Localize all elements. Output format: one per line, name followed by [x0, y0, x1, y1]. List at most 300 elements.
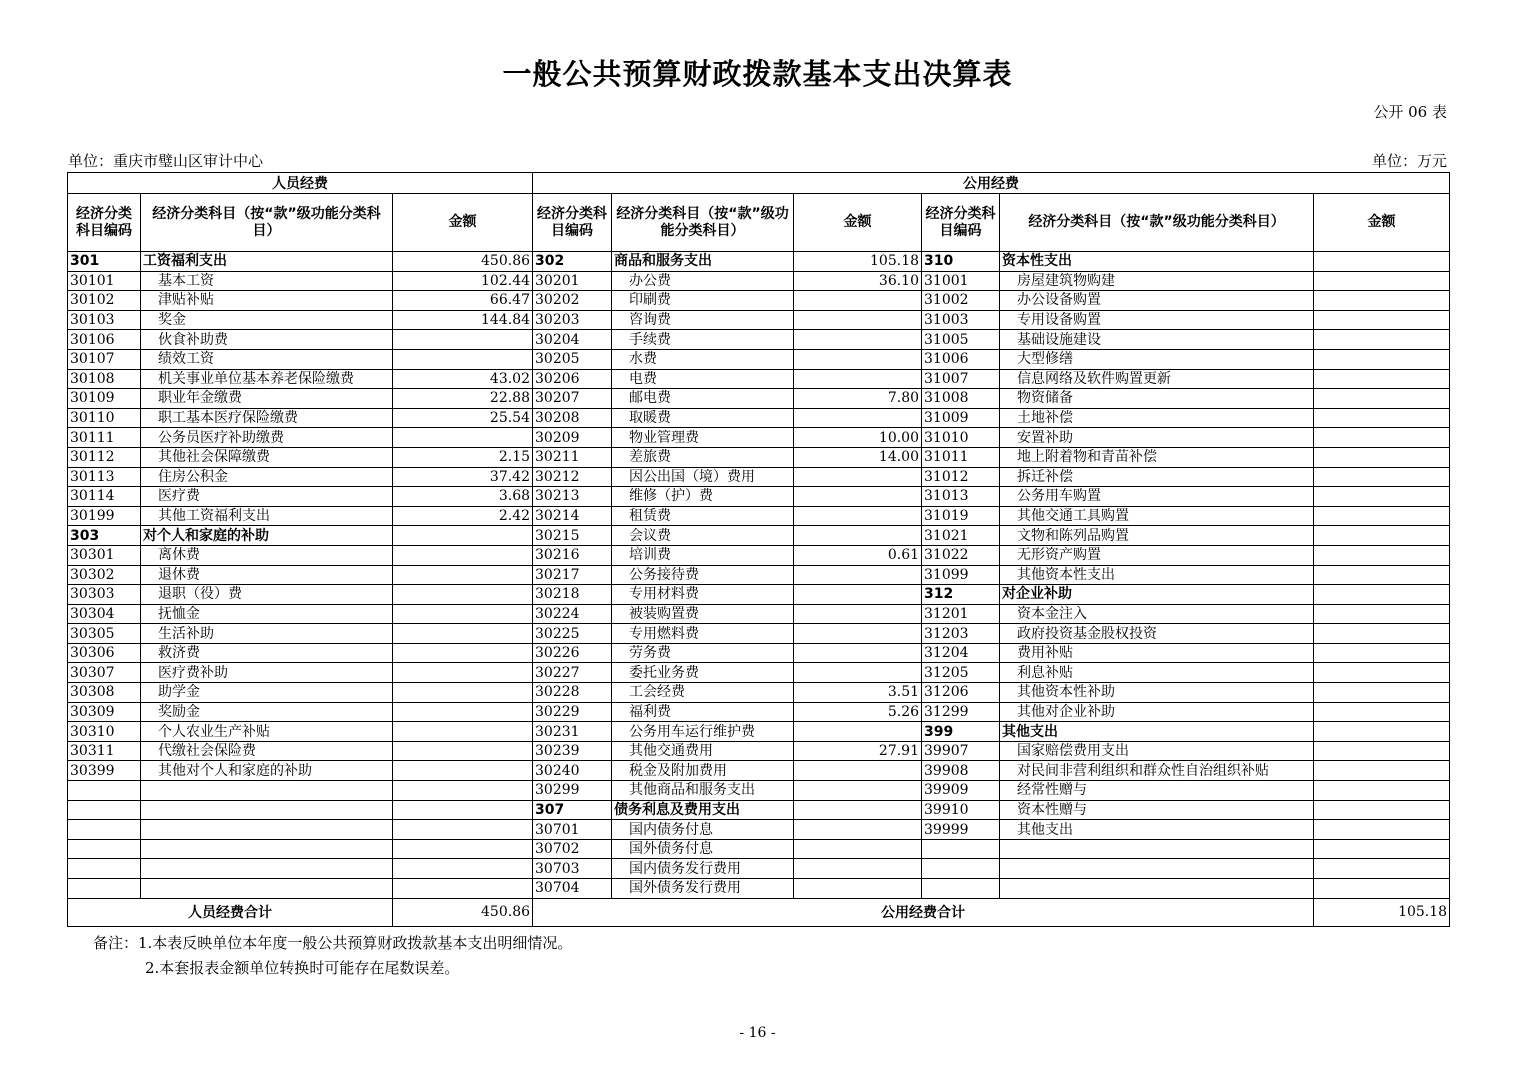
code-cell: 31013 [922, 487, 1000, 507]
amount-cell [1314, 428, 1450, 448]
name-cell [141, 839, 393, 859]
code-cell [922, 879, 1000, 899]
amount-cell [393, 800, 533, 820]
table-row [68, 761, 1450, 781]
code-header: 经济分类科目编码 [533, 194, 612, 252]
code-cell [68, 859, 141, 879]
code-cell: 30231 [533, 722, 612, 742]
table-row [68, 565, 1450, 585]
table-row [68, 330, 1450, 350]
code-cell: 39908 [922, 761, 1000, 781]
table-row [68, 545, 1450, 565]
name-cell: 土地补偿 [1000, 408, 1314, 428]
amount-cell [393, 330, 533, 350]
table-row [68, 604, 1450, 624]
table-row [68, 683, 1450, 703]
code-cell: 30305 [68, 624, 141, 644]
amount-cell [794, 879, 922, 899]
amount-cell [1314, 663, 1450, 683]
amount-cell: 144.84 [393, 310, 533, 330]
amount-cell [393, 859, 533, 879]
code-cell: 31203 [922, 624, 1000, 644]
code-cell: 30107 [68, 349, 141, 369]
amount-cell [1314, 781, 1450, 801]
code-cell: 30227 [533, 663, 612, 683]
amount-cell [794, 369, 922, 389]
name-cell [141, 800, 393, 820]
amount-cell [1314, 604, 1450, 624]
code-cell: 30306 [68, 643, 141, 663]
amount-cell [393, 839, 533, 859]
name-cell: 公务接待费 [612, 565, 794, 585]
amount-cell [1314, 879, 1450, 899]
amount-cell [1314, 683, 1450, 703]
amount-cell [1314, 408, 1450, 428]
code-cell: 30217 [533, 565, 612, 585]
name-cell: 租赁费 [612, 506, 794, 526]
name-cell: 福利费 [612, 702, 794, 722]
name-cell [1000, 839, 1314, 859]
amount-cell [794, 820, 922, 840]
unit-currency: 单位：万元 [1371, 152, 1447, 170]
table-row [68, 389, 1450, 409]
code-header: 经济分类科目编码 [68, 194, 141, 252]
code-cell: 31006 [922, 349, 1000, 369]
table-row [68, 722, 1450, 742]
table-row [68, 487, 1450, 507]
name-cell: 住房公积金 [141, 467, 393, 487]
amount-cell [1314, 839, 1450, 859]
name-cell: 其他社会保障缴费 [141, 447, 393, 467]
code-cell: 30106 [68, 330, 141, 350]
table-row [68, 271, 1450, 291]
amount-cell [393, 741, 533, 761]
name-cell: 培训费 [612, 545, 794, 565]
code-cell: 31204 [922, 643, 1000, 663]
code-cell: 30225 [533, 624, 612, 644]
name-cell: 伙食补助费 [141, 330, 393, 350]
name-cell: 国外债务发行费用 [612, 879, 794, 899]
code-cell: 30228 [533, 683, 612, 703]
amount-cell [1314, 565, 1450, 585]
name-cell: 拆迁补偿 [1000, 467, 1314, 487]
amount-cell [1314, 643, 1450, 663]
amount-cell [794, 349, 922, 369]
name-cell: 退休费 [141, 565, 393, 585]
amount-cell: 22.88 [393, 389, 533, 409]
amount-cell [1314, 330, 1450, 350]
amount-cell: 36.10 [794, 271, 922, 291]
code-cell: 31201 [922, 604, 1000, 624]
table-row [68, 781, 1450, 801]
amount-cell [1314, 820, 1450, 840]
code-cell: 30308 [68, 683, 141, 703]
public-total-value: 105.18 [1314, 898, 1450, 926]
amount-cell: 3.51 [794, 683, 922, 703]
name-cell: 安置补助 [1000, 428, 1314, 448]
code-cell: 39999 [922, 820, 1000, 840]
amount-cell [1314, 545, 1450, 565]
table-row [68, 879, 1450, 899]
amount-cell [794, 643, 922, 663]
code-cell: 31002 [922, 291, 1000, 311]
amount-cell [393, 604, 533, 624]
amount-header: 金额 [393, 194, 533, 252]
amount-cell [393, 761, 533, 781]
code-cell: 30207 [533, 389, 612, 409]
name-cell: 其他工资福利支出 [141, 506, 393, 526]
name-header: 经济分类科目（按“款”级功能分类科目） [612, 194, 794, 252]
name-cell: 文物和陈列品购置 [1000, 526, 1314, 546]
amount-cell [1314, 702, 1450, 722]
name-cell: 委托业务费 [612, 663, 794, 683]
table-row [68, 839, 1450, 859]
amount-cell [393, 643, 533, 663]
code-cell: 30399 [68, 761, 141, 781]
amount-cell: 5.26 [794, 702, 922, 722]
code-cell: 30240 [533, 761, 612, 781]
code-cell: 31019 [922, 506, 1000, 526]
table-row [68, 310, 1450, 330]
code-cell: 30108 [68, 369, 141, 389]
table-row [68, 820, 1450, 840]
table-row [68, 624, 1450, 644]
name-cell: 专用材料费 [612, 585, 794, 605]
code-cell: 30310 [68, 722, 141, 742]
name-cell: 职业年金缴费 [141, 389, 393, 409]
amount-cell [393, 428, 533, 448]
name-cell: 邮电费 [612, 389, 794, 409]
name-cell: 维修（护）费 [612, 487, 794, 507]
name-cell: 国外债务付息 [612, 839, 794, 859]
table-number: 公开 06 表 [1373, 103, 1447, 121]
name-cell: 手续费 [612, 330, 794, 350]
name-cell [1000, 859, 1314, 879]
amount-cell [393, 879, 533, 899]
name-cell [141, 879, 393, 899]
name-cell: 对个人和家庭的补助 [141, 526, 393, 546]
code-cell: 31003 [922, 310, 1000, 330]
name-cell: 公务员医疗补助缴费 [141, 428, 393, 448]
table-row [68, 369, 1450, 389]
code-cell: 31005 [922, 330, 1000, 350]
name-header: 经济分类科目（按“款”级功能分类科目） [141, 194, 393, 252]
name-cell: 离休费 [141, 545, 393, 565]
code-cell [922, 859, 1000, 879]
name-cell: 办公费 [612, 271, 794, 291]
table-row [68, 585, 1450, 605]
code-cell: 30209 [533, 428, 612, 448]
code-cell: 312 [922, 585, 1000, 605]
name-cell: 其他支出 [1000, 820, 1314, 840]
public-total-label: 公用经费合计 [533, 898, 1314, 926]
code-cell: 30211 [533, 447, 612, 467]
code-cell [68, 879, 141, 899]
name-cell: 取暖费 [612, 408, 794, 428]
code-cell: 31099 [922, 565, 1000, 585]
amount-cell: 450.86 [393, 252, 533, 272]
amount-cell [1314, 526, 1450, 546]
code-cell: 31007 [922, 369, 1000, 389]
amount-cell [393, 683, 533, 703]
name-cell: 公务用车购置 [1000, 487, 1314, 507]
amount-cell: 37.42 [393, 467, 533, 487]
name-cell: 会议费 [612, 526, 794, 546]
name-cell: 印刷费 [612, 291, 794, 311]
name-cell: 国家赔偿费用支出 [1000, 741, 1314, 761]
amount-cell: 2.42 [393, 506, 533, 526]
name-cell: 专用设备购置 [1000, 310, 1314, 330]
amount-cell [393, 585, 533, 605]
name-cell: 信息网络及软件购置更新 [1000, 369, 1314, 389]
name-cell: 大型修缮 [1000, 349, 1314, 369]
table-row [68, 741, 1450, 761]
notes [93, 931, 572, 981]
amount-cell [794, 565, 922, 585]
amount-cell: 105.18 [794, 252, 922, 272]
code-cell [68, 820, 141, 840]
amount-cell [794, 585, 922, 605]
expenditure-table [67, 172, 1450, 927]
amount-cell [1314, 487, 1450, 507]
code-cell: 31010 [922, 428, 1000, 448]
name-cell: 资本性支出 [1000, 252, 1314, 272]
amount-cell [1314, 722, 1450, 742]
amount-cell [794, 761, 922, 781]
code-cell: 307 [533, 800, 612, 820]
table-row [68, 702, 1450, 722]
name-cell: 其他对个人和家庭的补助 [141, 761, 393, 781]
code-cell: 30103 [68, 310, 141, 330]
amount-cell [794, 467, 922, 487]
note-2: 2.本套报表金额单位转换时可能存在尾数误差。 [145, 959, 460, 977]
code-cell: 30215 [533, 526, 612, 546]
name-cell: 其他交通费用 [612, 741, 794, 761]
code-cell: 31009 [922, 408, 1000, 428]
table-row [68, 859, 1450, 879]
name-cell: 地上附着物和青苗补偿 [1000, 447, 1314, 467]
code-cell: 30101 [68, 271, 141, 291]
table-body [68, 252, 1450, 899]
code-cell: 39909 [922, 781, 1000, 801]
amount-cell [794, 859, 922, 879]
amount-cell [1314, 859, 1450, 879]
personnel-total-label: 人员经费合计 [68, 898, 393, 926]
amount-cell [393, 781, 533, 801]
personnel-total-value: 450.86 [393, 898, 533, 926]
amount-cell [794, 310, 922, 330]
name-cell [141, 781, 393, 801]
name-cell: 其他资本性补助 [1000, 683, 1314, 703]
code-cell: 31021 [922, 526, 1000, 546]
name-cell: 奖金 [141, 310, 393, 330]
code-cell: 31008 [922, 389, 1000, 409]
amount-cell [393, 624, 533, 644]
name-cell: 房屋建筑物购建 [1000, 271, 1314, 291]
name-cell [1000, 879, 1314, 899]
amount-cell [393, 702, 533, 722]
code-cell: 30201 [533, 271, 612, 291]
amount-cell [1314, 389, 1450, 409]
amount-cell [794, 487, 922, 507]
amount-cell [1314, 624, 1450, 644]
name-cell: 救济费 [141, 643, 393, 663]
amount-cell: 10.00 [794, 428, 922, 448]
amount-cell: 102.44 [393, 271, 533, 291]
amount-cell [794, 624, 922, 644]
table-row [68, 291, 1450, 311]
name-cell: 劳务费 [612, 643, 794, 663]
name-cell: 税金及附加费用 [612, 761, 794, 781]
name-cell: 其他交通工具购置 [1000, 506, 1314, 526]
name-cell: 资本性赠与 [1000, 800, 1314, 820]
name-cell: 利息补贴 [1000, 663, 1314, 683]
public-group-header: 公用经费 [533, 173, 1450, 194]
amount-cell [794, 800, 922, 820]
name-cell: 电费 [612, 369, 794, 389]
code-cell: 31299 [922, 702, 1000, 722]
amount-header: 金额 [1314, 194, 1450, 252]
table-row [68, 428, 1450, 448]
amount-cell [794, 839, 922, 859]
code-cell: 30110 [68, 408, 141, 428]
amount-cell [794, 330, 922, 350]
amount-cell [393, 820, 533, 840]
amount-cell [1314, 291, 1450, 311]
code-cell: 30704 [533, 879, 612, 899]
code-header: 经济分类科目编码 [922, 194, 1000, 252]
name-cell: 公务用车运行维护费 [612, 722, 794, 742]
table-row [68, 643, 1450, 663]
code-cell: 30216 [533, 545, 612, 565]
amount-cell [393, 565, 533, 585]
name-cell: 债务利息及费用支出 [612, 800, 794, 820]
code-cell: 30112 [68, 447, 141, 467]
name-cell: 机关事业单位基本养老保险缴费 [141, 369, 393, 389]
note-1: 备注：1.本表反映单位本年度一般公共预算财政拨款基本支出明细情况。 [93, 934, 573, 952]
table-row [68, 526, 1450, 546]
table-row [68, 506, 1450, 526]
amount-cell: 66.47 [393, 291, 533, 311]
code-cell: 31011 [922, 447, 1000, 467]
amount-cell [1314, 800, 1450, 820]
name-cell: 因公出国（境）费用 [612, 467, 794, 487]
code-cell [68, 781, 141, 801]
amount-cell [1314, 271, 1450, 291]
amount-cell [794, 604, 922, 624]
amount-header: 金额 [794, 194, 922, 252]
code-cell: 30229 [533, 702, 612, 722]
code-cell: 30109 [68, 389, 141, 409]
code-cell: 31205 [922, 663, 1000, 683]
name-cell: 抚恤金 [141, 604, 393, 624]
code-cell: 30702 [533, 839, 612, 859]
name-cell: 助学金 [141, 683, 393, 703]
amount-cell [1314, 349, 1450, 369]
personnel-group-header: 人员经费 [68, 173, 533, 194]
amount-cell: 3.68 [393, 487, 533, 507]
table-row [68, 447, 1450, 467]
code-cell: 30113 [68, 467, 141, 487]
amount-cell [794, 506, 922, 526]
code-cell: 30301 [68, 545, 141, 565]
amount-cell: 14.00 [794, 447, 922, 467]
amount-cell [393, 722, 533, 742]
code-cell: 303 [68, 526, 141, 546]
amount-cell [1314, 761, 1450, 781]
code-cell: 31022 [922, 545, 1000, 565]
table-row [68, 663, 1450, 683]
code-cell: 301 [68, 252, 141, 272]
code-cell: 30226 [533, 643, 612, 663]
code-cell: 30224 [533, 604, 612, 624]
name-cell: 其他对企业补助 [1000, 702, 1314, 722]
page-title: 一般公共预算财政拨款基本支出决算表 [502, 57, 1013, 91]
name-cell: 专用燃料费 [612, 624, 794, 644]
code-cell: 30114 [68, 487, 141, 507]
table-row [68, 349, 1450, 369]
name-cell: 办公设备购置 [1000, 291, 1314, 311]
code-cell: 30218 [533, 585, 612, 605]
code-cell: 30309 [68, 702, 141, 722]
name-cell: 津贴补贴 [141, 291, 393, 311]
code-cell: 30204 [533, 330, 612, 350]
page-number: - 16 - [739, 1025, 776, 1041]
code-cell: 30205 [533, 349, 612, 369]
amount-cell [794, 781, 922, 801]
code-cell: 30111 [68, 428, 141, 448]
code-cell: 30203 [533, 310, 612, 330]
unit-organization: 单位：重庆市璧山区审计中心 [68, 152, 264, 170]
name-cell: 其他商品和服务支出 [612, 781, 794, 801]
amount-cell [794, 663, 922, 683]
table-row [68, 408, 1450, 428]
amount-cell [1314, 252, 1450, 272]
name-cell: 对企业补助 [1000, 585, 1314, 605]
name-cell: 基础设施建设 [1000, 330, 1314, 350]
name-cell [141, 859, 393, 879]
code-cell: 30307 [68, 663, 141, 683]
table-row [68, 800, 1450, 820]
code-cell: 30302 [68, 565, 141, 585]
amount-cell: 2.15 [393, 447, 533, 467]
code-cell: 31001 [922, 271, 1000, 291]
code-cell: 399 [922, 722, 1000, 742]
amount-cell: 0.61 [794, 545, 922, 565]
code-cell: 310 [922, 252, 1000, 272]
code-cell: 30212 [533, 467, 612, 487]
amount-cell [1314, 585, 1450, 605]
code-cell: 31206 [922, 683, 1000, 703]
code-cell [922, 839, 1000, 859]
name-cell: 医疗费补助 [141, 663, 393, 683]
amount-cell [1314, 447, 1450, 467]
code-cell: 30311 [68, 741, 141, 761]
name-cell: 国内债务发行费用 [612, 859, 794, 879]
name-cell: 个人农业生产补贴 [141, 722, 393, 742]
totals-row [68, 898, 1450, 926]
amount-cell: 25.54 [393, 408, 533, 428]
code-cell: 39907 [922, 741, 1000, 761]
code-cell: 30208 [533, 408, 612, 428]
name-cell: 代缴社会保险费 [141, 741, 393, 761]
amount-cell [393, 545, 533, 565]
name-cell: 退职（役）费 [141, 585, 393, 605]
name-cell [141, 820, 393, 840]
name-cell: 政府投资基金股权投资 [1000, 624, 1314, 644]
code-cell: 30703 [533, 859, 612, 879]
code-cell: 30213 [533, 487, 612, 507]
